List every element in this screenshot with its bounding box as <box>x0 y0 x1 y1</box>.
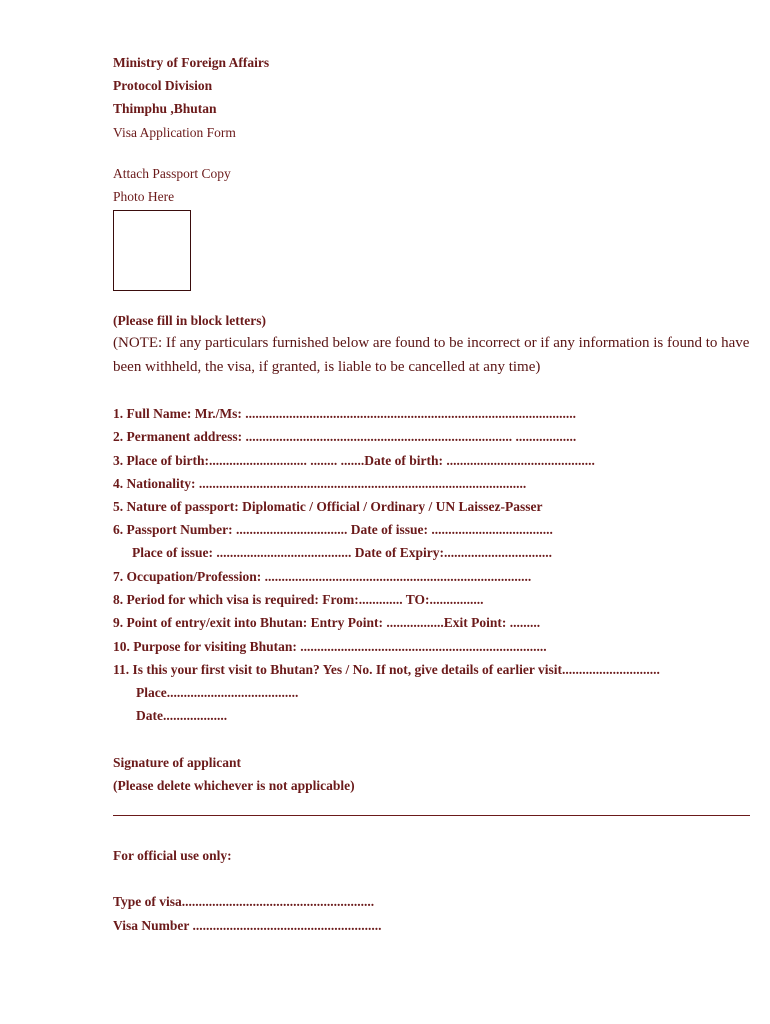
official-use-heading: For official use only: <box>113 848 232 863</box>
field-earlier-visit-place[interactable]: Place....................................... <box>136 685 299 700</box>
form-title: Visa Application Form <box>113 125 236 140</box>
divider <box>113 815 750 816</box>
field-place-date-of-birth[interactable]: 3. Place of birth:............................. ........ .......Date of birth: ............................................ <box>113 453 595 468</box>
field-visa-number[interactable]: Visa Number ........................................................ <box>113 918 382 933</box>
attach-passport-label: Attach Passport Copy <box>113 166 231 181</box>
photo-box[interactable] <box>113 210 191 291</box>
field-nature-of-passport[interactable]: 5. Nature of passport: Diplomatic / Official / Ordinary / UN Laissez-Passer <box>113 499 543 514</box>
field-earlier-visit-date[interactable]: Date................... <box>136 708 228 723</box>
field-entry-exit-point[interactable]: 9. Point of entry/exit into Bhutan: Entry Point: .................Exit Point: ......... <box>113 615 541 630</box>
field-first-visit[interactable]: 11. Is this your first visit to Bhutan? Yes / No. If not, give details of earlier visit............................. <box>113 662 660 677</box>
field-place-of-issue[interactable]: Place of issue: ........................................ Date of Expiry:................................ <box>132 545 552 560</box>
note-line-1: (NOTE: If any particulars furnished below are found to be incorrect or if any information is found to have <box>113 335 750 351</box>
field-nationality[interactable]: 4. Nationality: ................................................................................................. <box>113 476 527 491</box>
note-line-2: been withheld, the visa, if granted, is liable to be cancelled at any time) <box>113 359 541 375</box>
field-occupation[interactable]: 7. Occupation/Profession: ............................................................................... <box>113 569 532 584</box>
block-letters-instruction: (Please fill in block letters) <box>113 313 266 328</box>
field-visa-type[interactable]: Type of visa......................................................... <box>113 894 375 909</box>
field-permanent-address[interactable]: 2. Permanent address: ............................................................................... .................. <box>113 429 577 444</box>
division-name: Protocol Division <box>113 78 213 93</box>
field-full-name[interactable]: 1. Full Name: Mr./Ms: .................................................................................................. <box>113 406 576 421</box>
field-visa-period[interactable]: 8. Period for which visa is required: From:............. TO:................ <box>113 592 484 607</box>
field-passport-number[interactable]: 6. Passport Number: ................................. Date of issue: .................................... <box>113 522 553 537</box>
field-purpose[interactable]: 10. Purpose for visiting Bhutan: ......................................................................... <box>113 639 547 654</box>
delete-note: (Please delete whichever is not applicable) <box>113 778 355 793</box>
photo-label: Photo Here <box>113 189 175 204</box>
ministry-name: Ministry of Foreign Affairs <box>113 55 270 70</box>
location: Thimphu ,Bhutan <box>113 101 217 116</box>
signature-label: Signature of applicant <box>113 755 242 770</box>
